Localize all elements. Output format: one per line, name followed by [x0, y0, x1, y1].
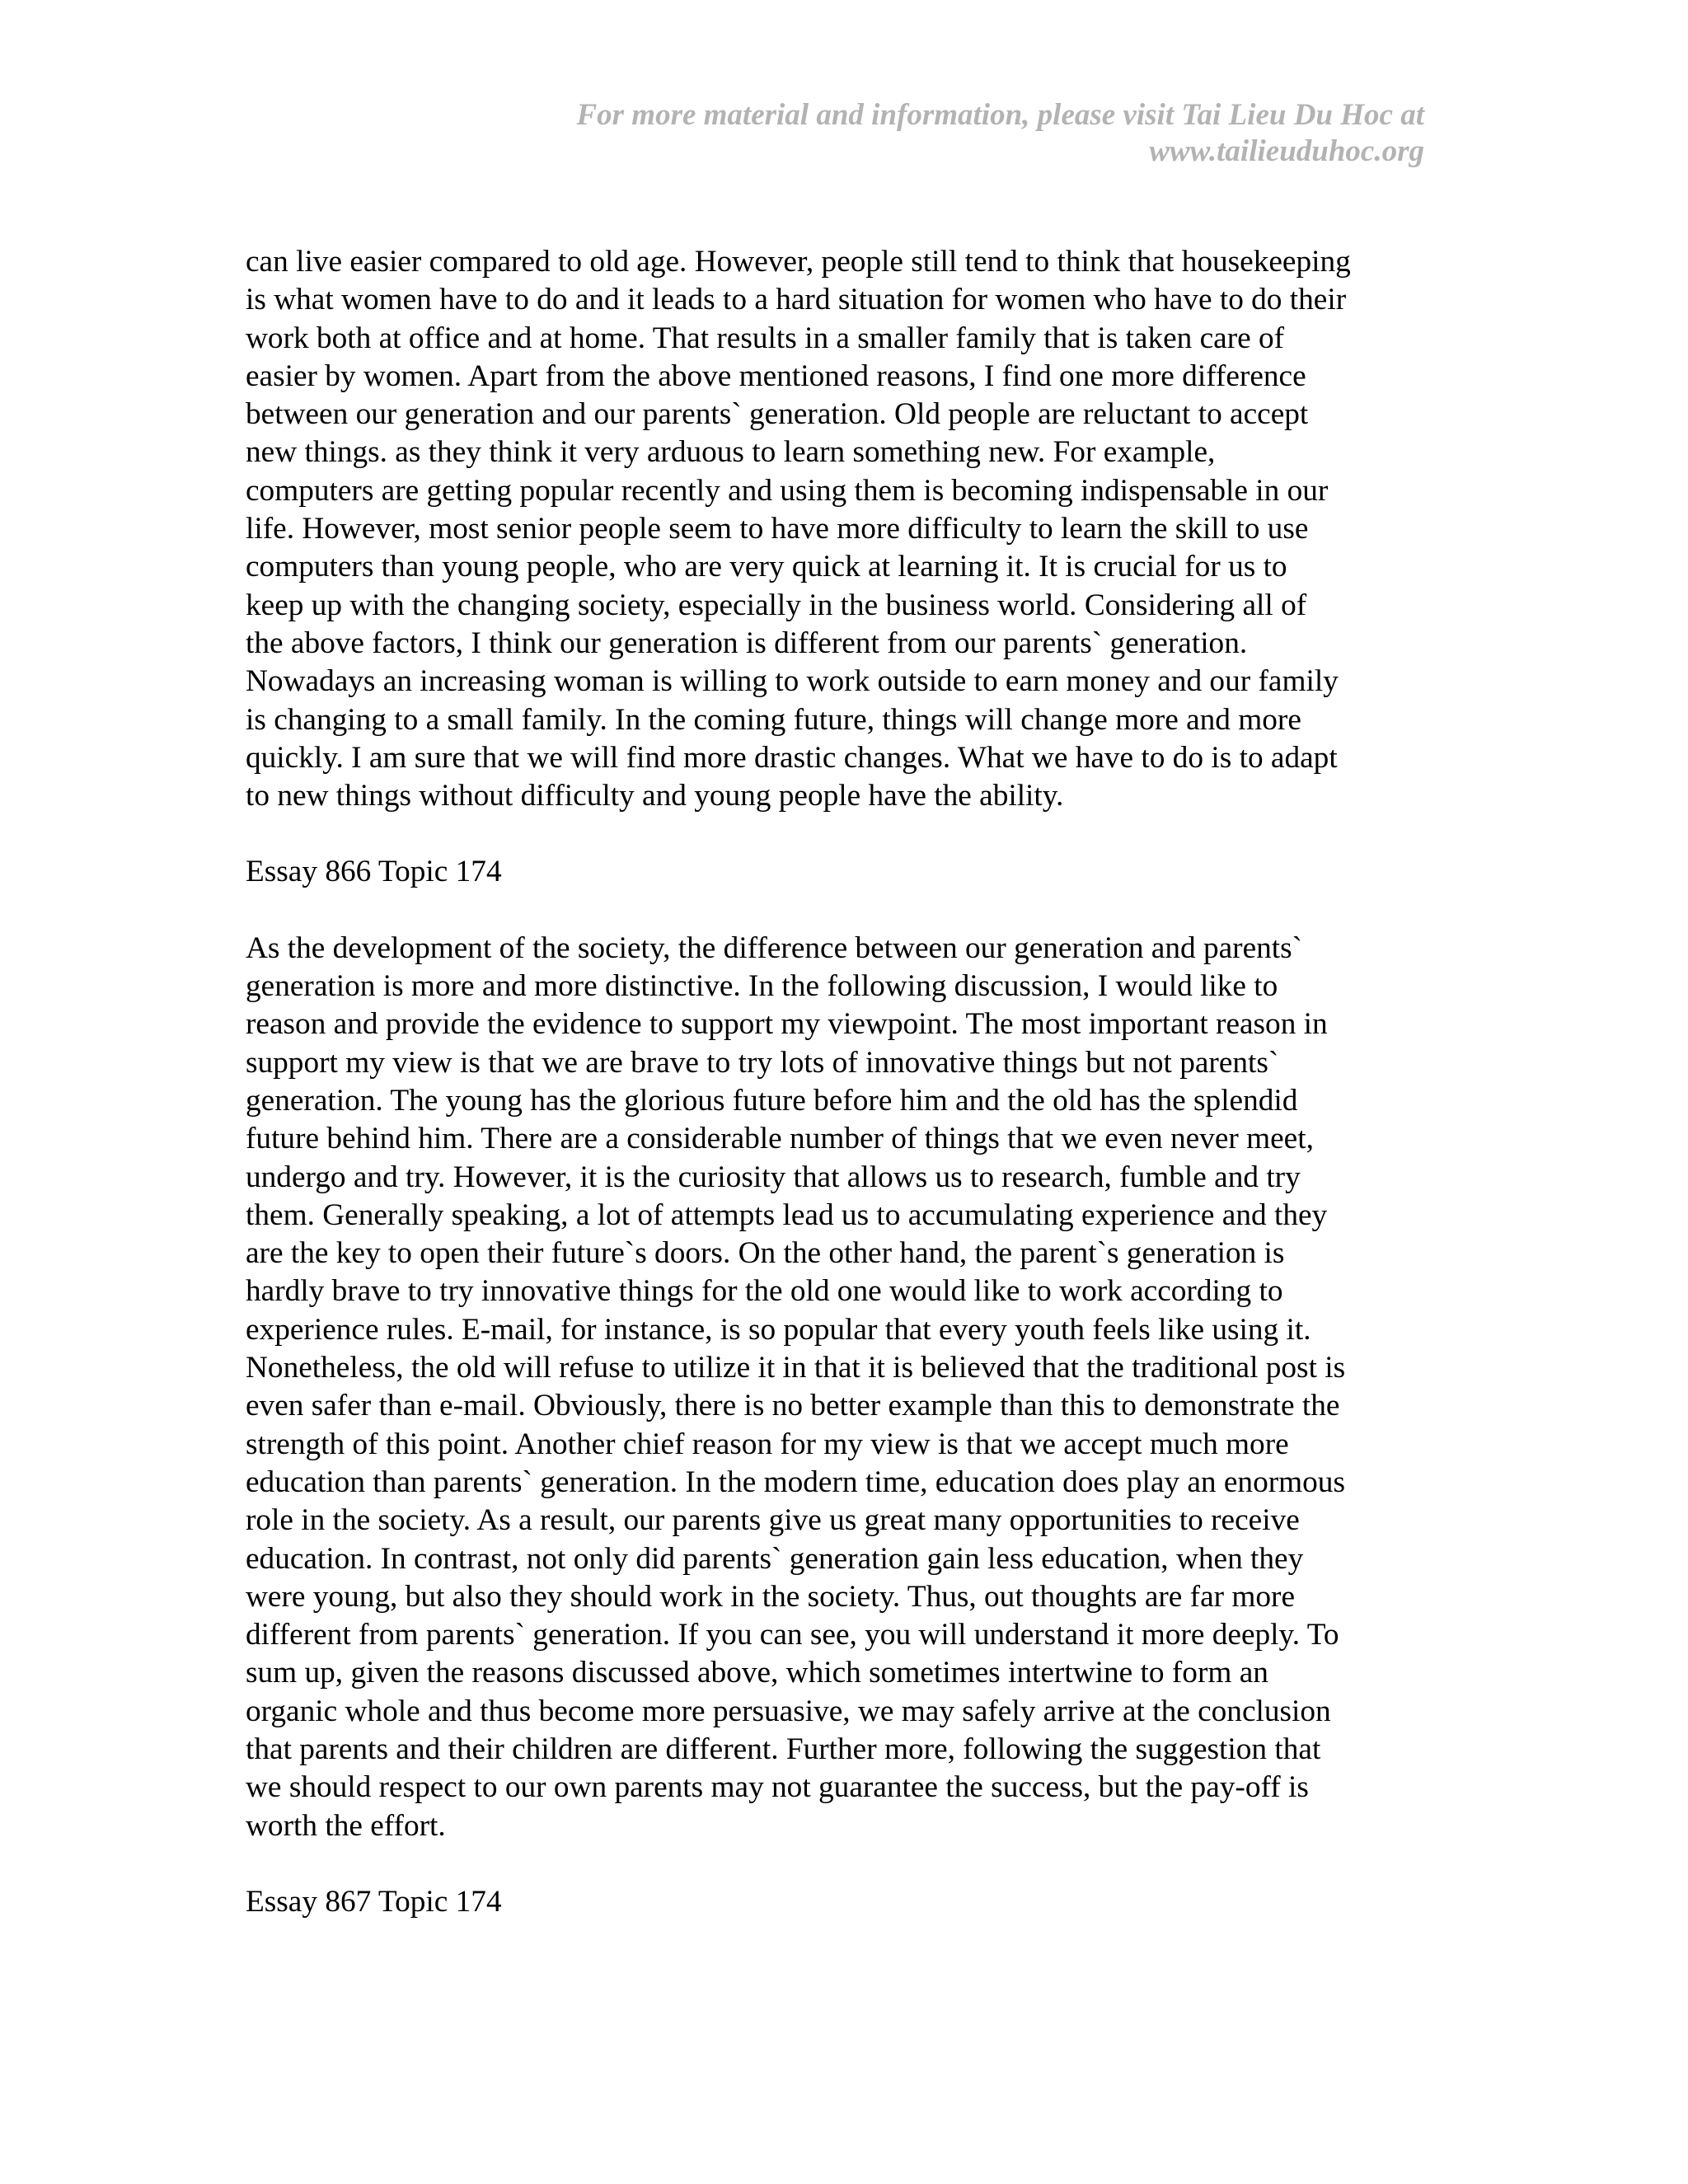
text-line: we should respect to our own parents may not guarantee the success, but the pay-off is: [246, 1770, 1309, 1805]
text-line: experience rules. E-mail, for instance, is so popular that every youth feels like using it.: [246, 1312, 1311, 1347]
text-line: them. Generally speaking, a lot of attempts lead us to accumulating experience and they: [246, 1197, 1328, 1232]
essay-heading-867: [246, 1883, 1432, 1921]
heading-text: Essay 867 Topic 174: [246, 1884, 502, 1919]
text-line: are the key to open their future`s doors. On the other hand, the parent`s generation is: [246, 1236, 1285, 1271]
text-line: is changing to a small family. In the coming future, things will change more and more: [246, 702, 1301, 737]
paragraph-2: [246, 930, 1432, 1845]
document-body: [246, 243, 1432, 1921]
text-line: role in the society. As a result, our parents give us great many opportunities to receive: [246, 1503, 1300, 1538]
paragraph-spacer: [246, 815, 1432, 853]
text-line: life. However, most senior people seem to have more difficulty to learn the skill to use: [246, 512, 1309, 546]
header-line-2: www.tailieuduhoc.org: [1149, 134, 1424, 168]
text-line: different from parents` generation. If you can see, you will understand it more deeply. To: [246, 1618, 1339, 1652]
text-line: computers than young people, who are very quick at learning it. It is crucial for us to: [246, 550, 1287, 584]
paragraph-1: [246, 243, 1432, 815]
text-line: that parents and their children are different. Further more, following the suggestion that: [246, 1732, 1321, 1766]
text-line: Nonetheless, the old will refuse to utilize it in that it is believed that the traditional post is: [246, 1351, 1346, 1385]
text-line: future behind him. There are a considerable number of things that we even never meet,: [246, 1122, 1314, 1156]
paragraph-spacer: [246, 892, 1432, 930]
text-line: easier by women. Apart from the above mentioned reasons, I find one more difference: [246, 359, 1306, 393]
text-line: generation is more and more distinctive. In the following discussion, I would like to: [246, 969, 1278, 1004]
text-line: quickly. I am sure that we will find more drastic changes. What we have to do is to adapt: [246, 740, 1338, 775]
text-line: computers are getting popular recently and using them is becoming indispensable in our: [246, 473, 1329, 508]
text-line: Nowadays an increasing woman is willing to work outside to earn money and our family: [246, 664, 1339, 699]
text-line: education than parents` generation. In the modern time, education does play an enormous: [246, 1465, 1345, 1499]
text-line: can live easier compared to old age. However, people still tend to think that housekeeping: [246, 245, 1351, 279]
text-line: reason and provide the evidence to support my viewpoint. The most important reason in: [246, 1007, 1328, 1042]
text-line: to new things without difficulty and young people have the ability.: [246, 779, 1064, 813]
text-line: keep up with the changing society, especially in the business world. Considering all of: [246, 588, 1307, 622]
text-line: hardly brave to try innovative things for the old one would like to work according to: [246, 1274, 1283, 1309]
paragraph-spacer: [246, 1845, 1432, 1883]
text-line: generation. The young has the glorious future before him and the old has the splendid: [246, 1083, 1298, 1118]
page-header: [353, 97, 1424, 170]
text-line: work both at office and at home. That results in a smaller family that is taken care of: [246, 321, 1285, 355]
text-line: is what women have to do and it leads to a hard situation for women who have to do their: [246, 283, 1347, 317]
text-line: sum up, given the reasons discussed above, which sometimes intertwine to form an: [246, 1656, 1268, 1690]
text-line: were young, but also they should work in the society. Thus, out thoughts are far more: [246, 1579, 1296, 1614]
text-line: the above factors, I think our generation is different from our parents` generation.: [246, 626, 1248, 660]
header-line-1: For more material and information, please visit Tai Lieu Du Hoc at: [576, 98, 1424, 132]
text-line: support my view is that we are brave to try lots of innovative things but not parents`: [246, 1045, 1279, 1080]
text-line: As the development of the society, the difference between our generation and parents`: [246, 930, 1303, 965]
text-line: strength of this point. Another chief reason for my view is that we accept much more: [246, 1427, 1289, 1461]
text-line: new things. as they think it very arduous to learn something new. For example,: [246, 435, 1216, 470]
text-line: worth the effort.: [246, 1808, 446, 1843]
text-line: between our generation and our parents` generation. Old people are reluctant to accept: [246, 397, 1309, 432]
heading-text: Essay 866 Topic 174: [246, 855, 502, 889]
text-line: undergo and try. However, it is the curiosity that allows us to research, fumble and try: [246, 1160, 1301, 1194]
text-line: even safer than e-mail. Obviously, there is no better example than this to demonstrate the: [246, 1389, 1340, 1423]
text-line: education. In contrast, not only did parents` generation gain less education, when they: [246, 1541, 1304, 1576]
text-line: organic whole and thus become more persuasive, we may safely arrive at the conclusion: [246, 1694, 1331, 1728]
essay-heading-866: [246, 853, 1432, 891]
